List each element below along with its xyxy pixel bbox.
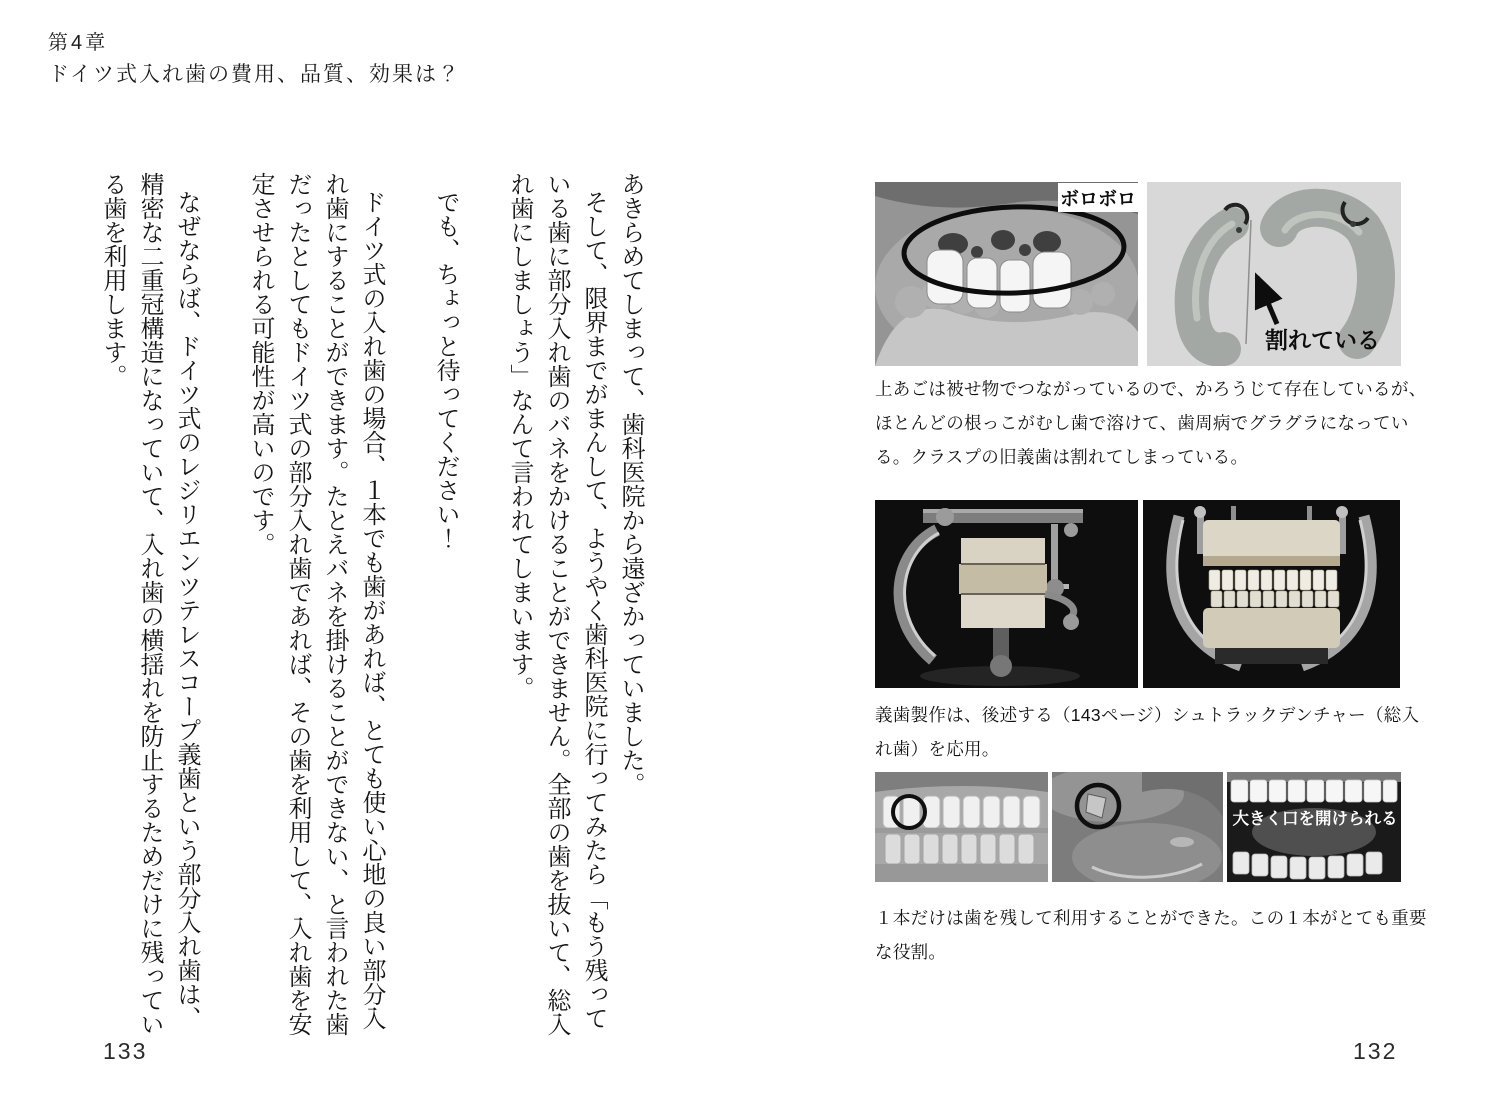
photo-remaining-tooth <box>1052 772 1223 882</box>
photo-articulator-side <box>875 500 1138 688</box>
paragraph-1: あきらめてしまって、歯科医院から遠ざかっていました。 <box>617 172 643 796</box>
plaster-casts <box>959 538 1047 628</box>
label-damaged: ボロボロ <box>1059 189 1137 210</box>
photo-open-mouth <box>1227 772 1401 882</box>
paragraph-4: ドイツ式の入れ歯の場合、１本でも歯があれば、とても使い心地の良い部分入れ歯にすることができます。たとえバネを掛けることができない、と言われた歯だったとしてもドイツ式の部分入れ歯であれば、その歯を利用して、入れ歯を安定させられる可能性が高いのです。 <box>247 172 384 1036</box>
chapter-title: ドイツ式入れ歯の費用、品質、効果は？ <box>48 63 461 86</box>
page-number-left: 133 <box>103 1038 148 1064</box>
page-number-right: 132 <box>1353 1038 1398 1064</box>
lower-cast <box>1203 608 1340 648</box>
paragraph-2: そして、限界までがまんして、ようやく歯科医院に行ってみたら「もう残っている歯に部分入れ歯のバネをかけることができません。全部の歯を抜いて、総入れ歯にしましょう」なんて言われてしまいます。 <box>506 172 606 1036</box>
upper-cast <box>1203 520 1340 562</box>
photo-denture-front <box>875 772 1048 882</box>
photo-broken-denture <box>1147 182 1401 366</box>
paragraph-5: なぜならば、ドイツ式のレジリエンツテレスコープ義歯という部分入れ歯は、精密な二重冠構造になっていて、入れ歯の横揺れを防止するためだけに残っている歯を利用します。 <box>99 172 199 1036</box>
photo-articulator-front <box>1143 500 1400 688</box>
chapter-number: 第4章 <box>48 32 109 54</box>
figure3-caption: １本だけは歯を残して利用することができた。この１本がとても重要な役割。 <box>875 908 1427 962</box>
denture-teeth-rows <box>1209 570 1339 607</box>
incisal-pin <box>1051 524 1058 582</box>
body-text-vertical <box>92 172 648 1052</box>
figure2-caption: 義歯製作は、後述する（143ページ）シュトラックデンチャー（総入れ歯）を応用。 <box>875 705 1420 759</box>
label-cracked: 割れている <box>1265 327 1380 353</box>
upper-teeth-row <box>1231 780 1397 802</box>
label-open-wide: 大きく口を開けられる <box>1232 810 1398 828</box>
paragraph-3: でも、ちょっと待ってください！ <box>432 190 458 550</box>
photo-damaged-teeth <box>875 182 1138 366</box>
figure1-caption: 上あごは被せ物でつながっているので、かろうじて存在しているが、ほとんどの根っこがむし歯で溶けて、歯周病でグラグラになっている。クラスプの旧義歯は割れてしまっている。 <box>875 379 1427 467</box>
